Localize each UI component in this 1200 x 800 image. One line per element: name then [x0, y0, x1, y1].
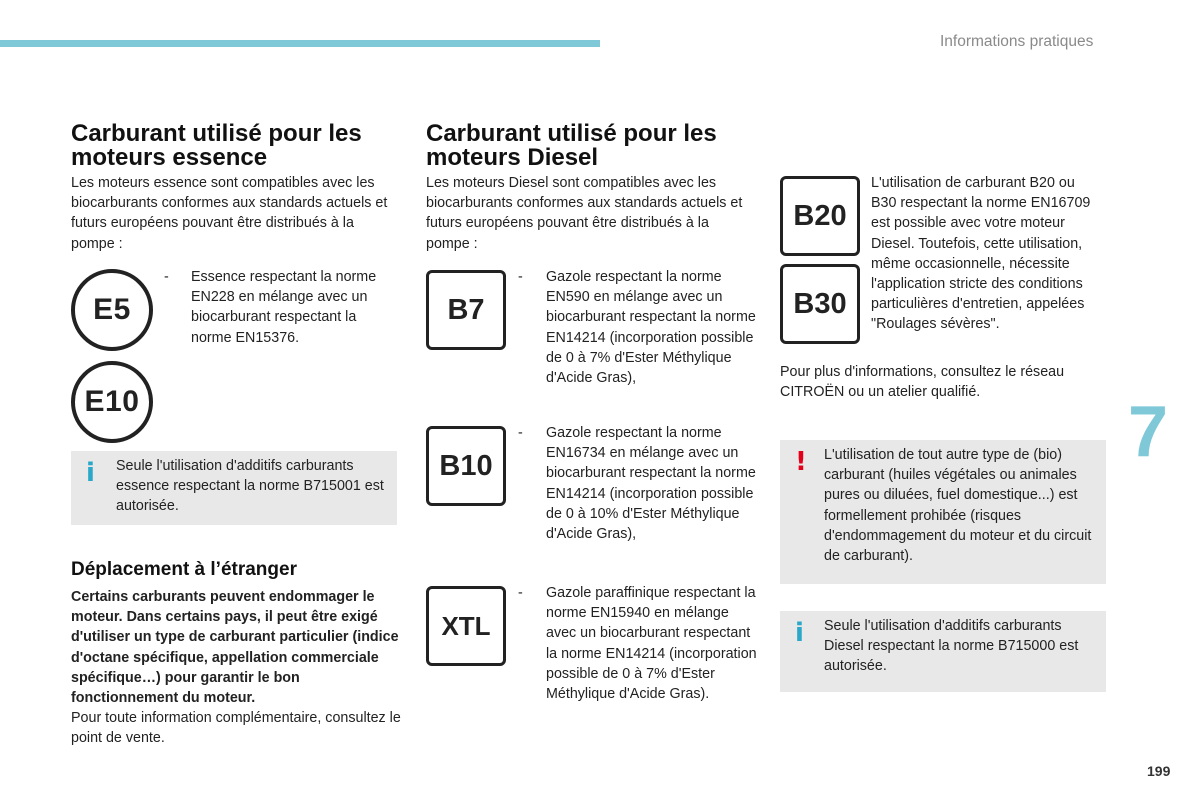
petrol-intro: Les moteurs essence sont compatibles avec les biocarburants conformes aux standards actuels et futurs européens pouvant être distribués à la pompe : — [71, 175, 388, 252]
b7-badge: B7 — [426, 270, 506, 350]
list-dash: - — [518, 425, 523, 441]
list-dash: - — [518, 269, 523, 285]
diesel-title: Carburant utilisé pour les moteurs Diesel — [426, 120, 717, 171]
b7-description: Gazole respectant la norme EN590 en mélange avec un biocarburant respectant la norme EN14214 (incorporation possible de 0 à 7% d'Ester Méthylique d'Acide Gras), — [546, 269, 756, 387]
section-title: Informations pratiques — [940, 33, 1094, 50]
b20-b30-description: L'utilisation de carburant B20 ou B30 respectant la norme EN16709 est possible avec votre moteur Diesel. Toutefois, cette utilisation, même occasionnelle, nécessite l'application stricte des conditions particulières d'entretien, appelées "Roulages sévères". — [871, 175, 1091, 333]
petrol-note-text: Seule l'utilisation d'additifs carburants essence respectant la norme B715001 est autorisée. — [116, 458, 384, 515]
diesel-intro: Les moteurs Diesel sont compatibles avec les biocarburants conformes aux standards actuels et futurs européens pouvant être distribués à la pompe : — [426, 175, 743, 252]
b20-badge: B20 — [780, 176, 860, 256]
info-icon: i — [86, 458, 95, 488]
list-dash: - — [518, 585, 523, 601]
b10-badge: B10 — [426, 426, 506, 506]
petrol-info-note — [71, 451, 397, 525]
abroad-warning-text: Certains carburants peuvent endommager le moteur. Dans certains pays, il peut être exigé d'utiliser un type de carburant particulier (indice d'octane spécifique, appellation commerciale spécifique…) pour garantir le bon fonctionnement du moteur. — [71, 589, 399, 707]
e10-badge: E10 — [71, 361, 153, 443]
page-number: 199 — [1147, 763, 1171, 779]
abroad-title: Déplacement à l’étranger — [71, 559, 297, 580]
b30-badge: B30 — [780, 264, 860, 344]
diesel-note-text: Seule l'utilisation d'additifs carburants Diesel respectant la norme B715000 est autorisée. — [824, 618, 1079, 675]
list-dash: - — [164, 269, 169, 285]
xtl-badge: XTL — [426, 586, 506, 666]
info-icon: i — [795, 618, 804, 648]
warning-text: L'utilisation de tout autre type de (bio) carburant (huiles végétales ou animales pures ou diluées, fuel domestique...) est formellement prohibée (risques d'endommagement du moteur et du circuit de carburant). — [824, 447, 1092, 565]
xtl-description: Gazole paraffinique respectant la norme EN15940 en mélange avec un biocarburant respectant la norme EN14214 (incorporation possible de 0 à 7% d'Ester Méthylique d'Acide Gras). — [546, 585, 757, 703]
petrol-title: Carburant utilisé pour les moteurs essence — [71, 120, 362, 171]
warning-note — [780, 440, 1106, 584]
chapter-number: 7 — [1128, 392, 1169, 472]
e5-description: Essence respectant la norme EN228 en mélange avec un biocarburant respectant la norme EN15376. — [191, 269, 377, 346]
b10-description: Gazole respectant la norme EN16734 en mélange avec un biocarburant respectant la norme EN14214 (incorporation possible de 0 à 10% d'Ester Méthylique d'Acide Gras), — [546, 425, 756, 543]
header-accent-bar — [0, 40, 600, 47]
warning-icon: ! — [795, 447, 807, 477]
abroad-info-text: Pour toute information complémentaire, consultez le point de vente. — [71, 710, 401, 747]
b20-b30-more-info: Pour plus d'informations, consultez le réseau CITROËN ou un atelier qualifié. — [780, 364, 1065, 401]
e5-badge: E5 — [71, 269, 153, 351]
diesel-info-note — [780, 611, 1106, 692]
